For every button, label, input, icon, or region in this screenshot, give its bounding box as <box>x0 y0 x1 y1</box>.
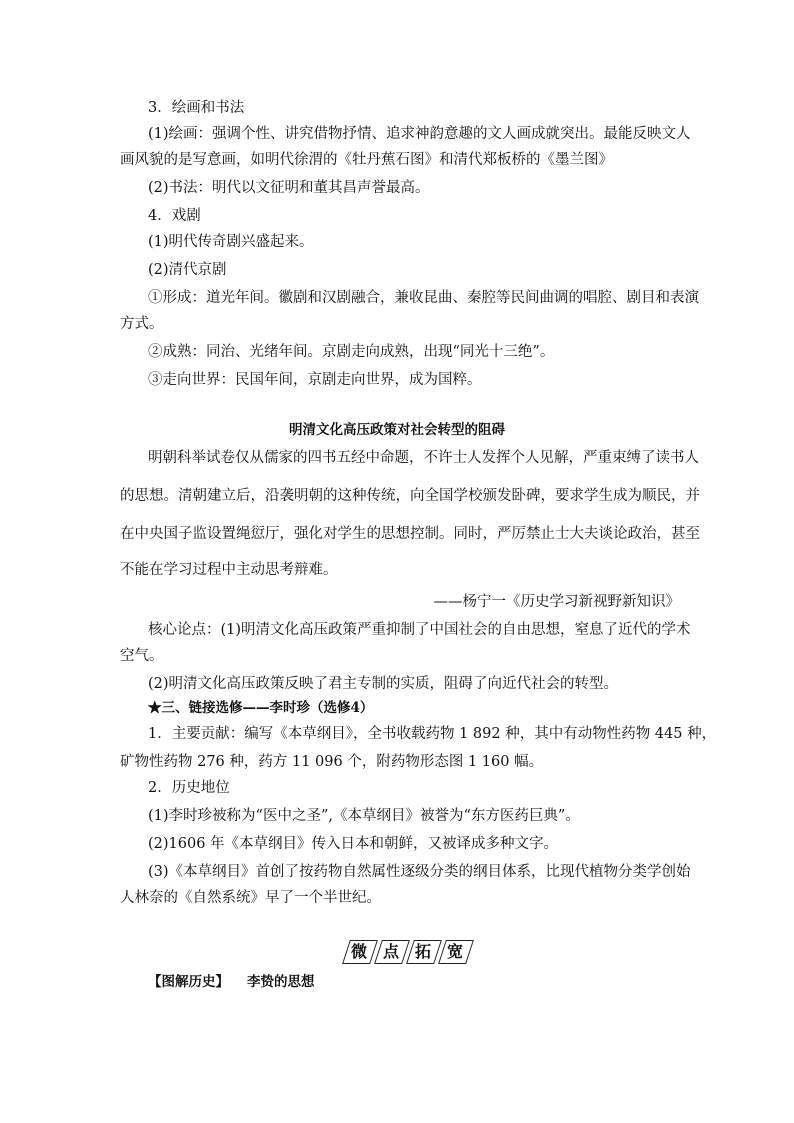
article-line-2: 的思想。清朝建立后，沿袭明朝的这种传统，向全国学校颁发卧碑，要求学生成为顺民，并 <box>120 488 700 504</box>
contribution-line-1: 1．主要贡献：编写《本草纲目》，全书收载药物 1 892 种，其中有动物性药物 445 种， <box>148 726 717 742</box>
core-point-1-line-2: 空气。 <box>120 648 164 664</box>
peking-opera-formation-2: 方式。 <box>120 316 164 332</box>
link-section-heading: ★三、链接选修——李时珍（选修4） <box>148 700 374 716</box>
article-title: 明清文化高压政策对社会转型的阻碍 <box>289 422 505 438</box>
calligraphy-text: (2)书法：明代以文征明和董其昌声誉最高。 <box>148 180 430 196</box>
banner-char-1: 微 <box>350 942 367 961</box>
historical-status-heading: 2．历史地位 <box>148 780 230 796</box>
section-3-heading: 3．绘画和书法 <box>148 100 245 116</box>
drama-ming-text: (1)明代传奇剧兴盛起来。 <box>148 234 314 250</box>
contribution-line-2: 矿物性药物 276 种，药方 11 096 个，附药物形态图 1 160 幅。 <box>120 754 544 770</box>
article-line-1: 明朝科举试卷仅从儒家的四书五经中命题，不许士人发挥个人见解，严重束缚了读书人 <box>148 450 699 466</box>
peking-opera-world: ③走向世界：民国年间，京剧走向世界，成为国粹。 <box>148 372 482 388</box>
status-item-3-line-2: 人林奈的《自然系统》早了一个半世纪。 <box>120 890 381 906</box>
painting-text-1: (1)绘画：强调个性、讲究借物抒情、追求神韵意趣的文人画成就突出。最能反映文人 <box>148 126 691 142</box>
peking-opera-formation-1: ①形成：道光年间。徽剧和汉剧融合，兼收昆曲、秦腔等民间曲调的唱腔、剧目和表演 <box>148 290 699 306</box>
status-item-2: (2)1606 年《本草纲目》传入日本和朝鲜，又被译成多种文字。 <box>148 836 559 852</box>
illustrated-history-label: 【图解历史】 <box>148 974 229 990</box>
status-item-1: (1)李时珍被称为“医中之圣”,《本草纲目》被誉为“东方医药巨典”。 <box>148 808 580 824</box>
banner-char-3: 拓 <box>414 942 431 961</box>
banner-char-2: 点 <box>382 942 399 961</box>
status-item-3-line-1: (3)《本草纲目》首创了按药物自然属性逐级分类的纲目体系，比现代植物分类学创始 <box>148 864 691 880</box>
illustrated-history-topic: 李贽的思想 <box>247 974 315 990</box>
section-banner <box>340 938 480 966</box>
peking-opera-maturity: ②成熟：同治、光绪年间。京剧走向成熟，出现“同光十三绝”。 <box>148 344 555 360</box>
banner-char-4: 宽 <box>446 942 463 961</box>
core-point-1-line-1: 核心论点：(1)明清文化高压政策严重抑制了中国社会的自由思想，窒息了近代的学术 <box>148 622 691 638</box>
illustrated-history-line <box>148 972 680 992</box>
painting-text-2: 画风貌的是写意画，如明代徐渭的《牡丹蕉石图》和清代郑板桥的《墨兰图》 <box>120 152 613 168</box>
article-line-3: 在中央国子监设置绳愆厅，强化对学生的思想控制。同时，严厉禁止士大夫谈论政治，甚至 <box>120 526 700 542</box>
section-4-heading: 4．戏剧 <box>148 208 201 224</box>
article-source: ——杨宁一《历史学习新视野新知识》 <box>433 594 680 610</box>
article-line-4: 不能在学习过程中主动思考辩难。 <box>120 562 338 578</box>
core-point-2: (2)明清文化高压政策反映了君主专制的实质，阻碍了向近代社会的转型。 <box>148 676 619 692</box>
drama-qing-heading: (2)清代京剧 <box>148 262 227 278</box>
